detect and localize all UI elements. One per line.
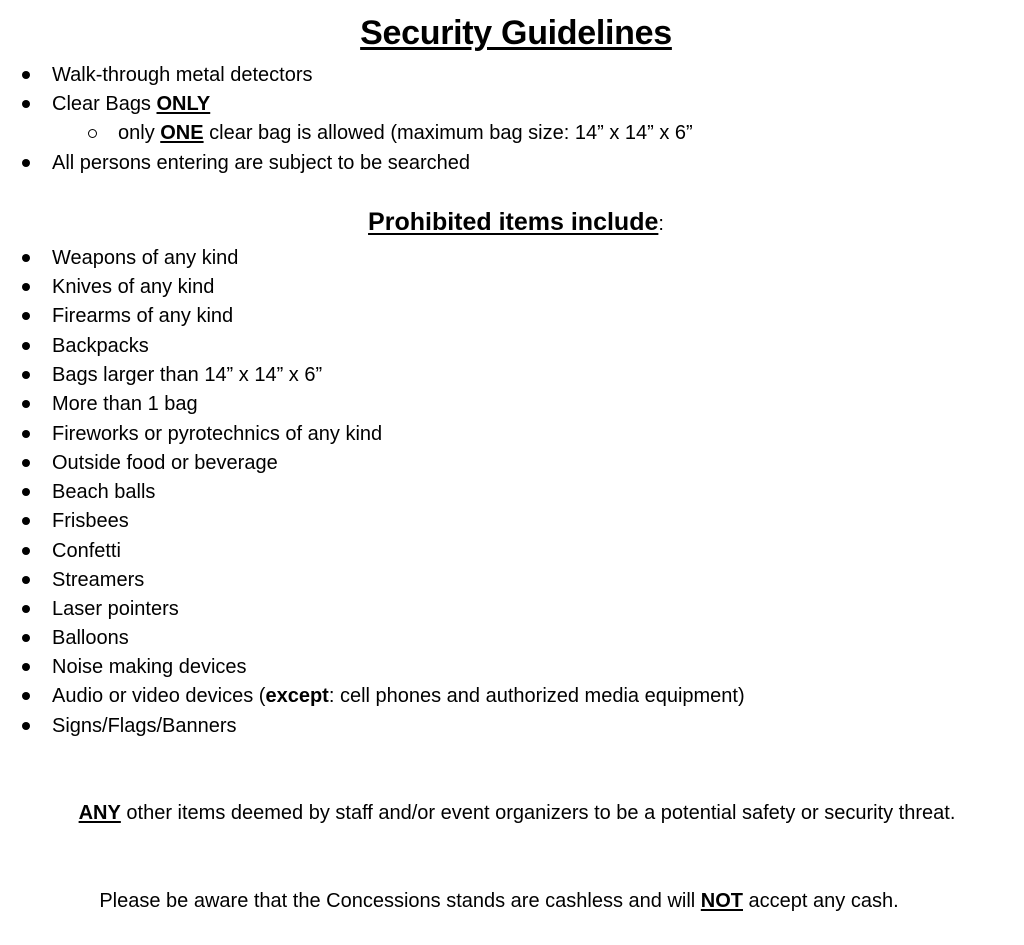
list-item: Beach balls <box>52 481 156 503</box>
emphasis-text: NOT <box>700 890 743 912</box>
bullet-icon <box>20 304 32 328</box>
list-item: Signs/Flags/Banners <box>52 715 237 737</box>
notice-text: other items deemed by staff and/or event organizers to be a potential safety or security threat. <box>120 802 956 824</box>
emphasis-text: ANY <box>78 802 121 824</box>
bullet-icon <box>20 392 32 416</box>
bullet-icon <box>20 334 32 358</box>
page-title: Security Guidelines <box>360 14 672 52</box>
sub-list-item <box>118 121 693 145</box>
list-item: Outside food or beverage <box>52 452 278 474</box>
list-item-text: : cell phones and authorized media equipment) <box>328 685 745 707</box>
bullet-icon <box>20 422 32 446</box>
bullet-icon <box>20 684 32 708</box>
bullet-icon <box>20 92 32 116</box>
list-item-text: clear bag is allowed (maximum bag size: 14” x 14” x 6” <box>203 122 693 144</box>
list-item: More than 1 bag <box>52 393 198 415</box>
prohibited-heading <box>0 208 1024 237</box>
bullet-icon <box>20 275 32 299</box>
bullet-icon <box>20 451 32 475</box>
bullet-icon <box>20 246 32 270</box>
bullet-icon <box>20 714 32 738</box>
bullet-icon <box>20 509 32 533</box>
list-item: Noise making devices <box>52 656 247 678</box>
bullet-icon <box>20 539 32 563</box>
notice-text: accept any cash. <box>743 890 899 912</box>
list-item: Balloons <box>52 627 129 649</box>
list-item: All persons entering are subject to be searched <box>52 152 471 174</box>
list-item: Bags larger than 14” x 14” x 6” <box>52 364 323 386</box>
list-item: Fireworks or pyrotechnics of any kind <box>52 423 383 445</box>
bullet-icon <box>20 151 32 175</box>
list-item <box>52 684 745 708</box>
list-item: Backpacks <box>52 335 149 357</box>
list-item-text: Audio or video devices ( <box>52 685 266 707</box>
hollow-bullet-icon <box>86 121 98 145</box>
list-item: Streamers <box>52 569 145 591</box>
list-item <box>52 92 210 116</box>
list-item: Confetti <box>52 540 121 562</box>
list-item: Frisbees <box>52 510 129 532</box>
list-item: Firearms of any kind <box>52 305 234 327</box>
heading-colon: : <box>658 213 664 235</box>
bullet-icon <box>20 655 32 679</box>
cashless-notice <box>0 889 1016 913</box>
bullet-icon <box>20 597 32 621</box>
bullet-icon <box>20 480 32 504</box>
notice-text: Please be aware that the Concessions stands are cashless and will <box>99 890 701 912</box>
bullet-icon <box>20 626 32 650</box>
list-item: Weapons of any kind <box>52 247 239 269</box>
any-items-notice <box>0 801 1024 825</box>
prohibited-heading-text: Prohibited items include <box>368 208 659 236</box>
list-item-text: only <box>118 122 161 144</box>
list-item: Laser pointers <box>52 598 179 620</box>
list-item-text: Clear Bags <box>52 93 157 115</box>
emphasis-text: ONE <box>160 122 204 144</box>
bold-text: except <box>265 685 329 707</box>
list-item: Walk-through metal detectors <box>52 64 313 86</box>
list-item: Knives of any kind <box>52 276 215 298</box>
bullet-icon <box>20 63 32 87</box>
bullet-icon <box>20 568 32 592</box>
bullet-icon <box>20 363 32 387</box>
emphasis-text: ONLY <box>156 93 211 115</box>
